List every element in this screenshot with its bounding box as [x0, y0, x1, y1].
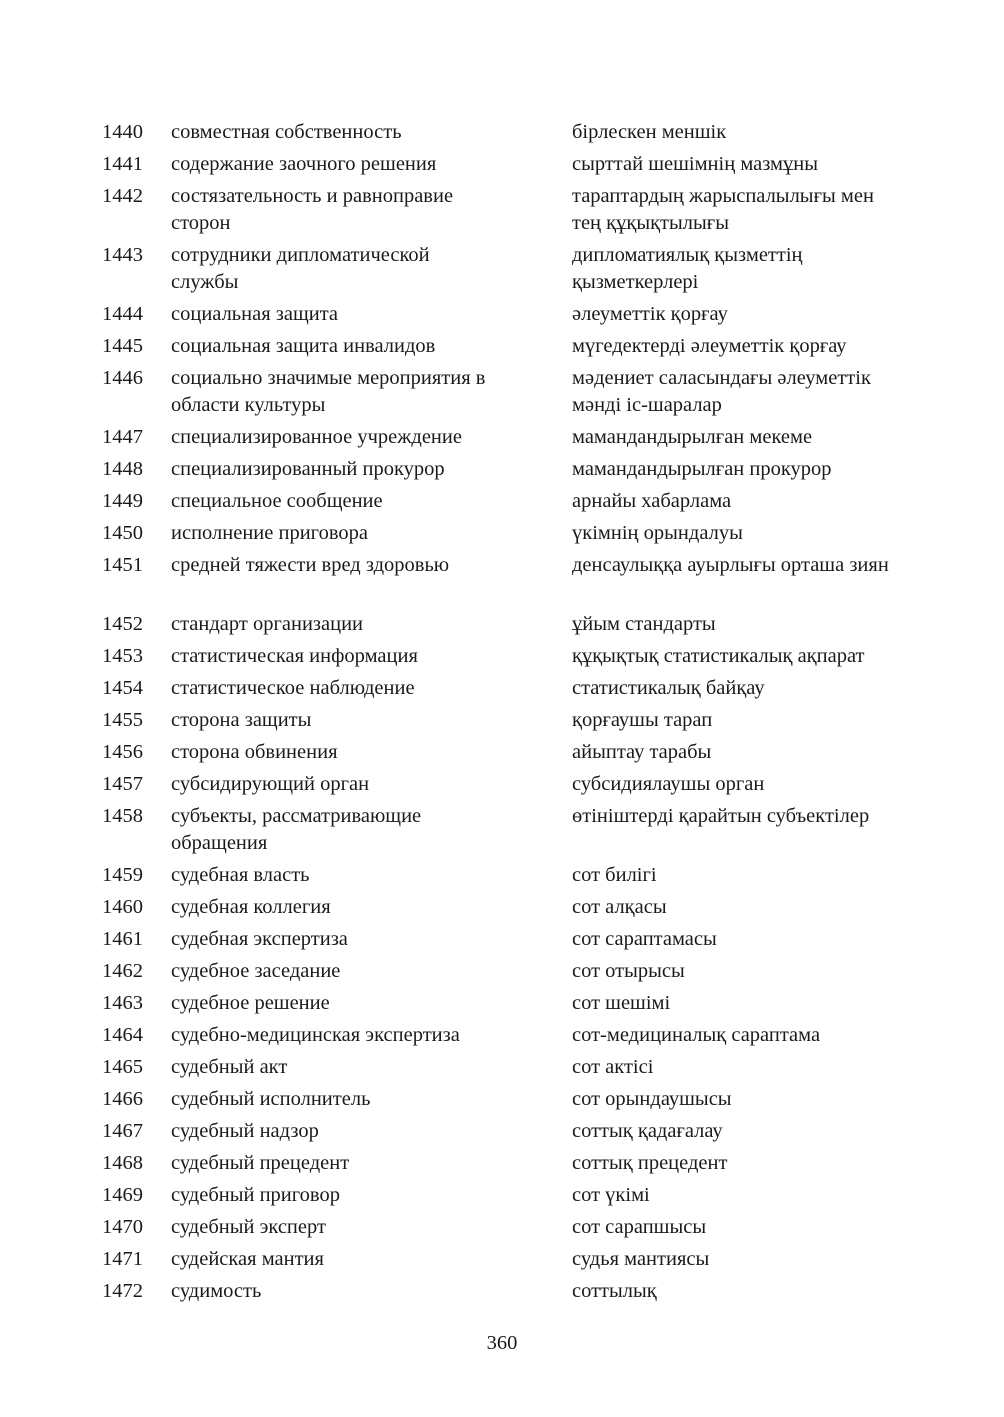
kazakh-term: сот-медициналық сараптама: [572, 1024, 821, 1046]
entry-number: 1460: [102, 896, 143, 918]
kazakh-term: сот үкімі: [572, 1184, 650, 1206]
kazakh-term: сот шешімі: [572, 992, 671, 1014]
entry-number: 1447: [102, 426, 143, 448]
glossary-row: [0, 1276, 1004, 1308]
kazakh-term: сот орындаушысы: [572, 1088, 732, 1110]
entry-number: 1455: [102, 709, 143, 731]
kazakh-term: құқықтық статистикалық ақпарат: [572, 645, 865, 667]
entry-number: 1454: [102, 677, 143, 699]
glossary-table: [0, 117, 1004, 1308]
glossary-row: [0, 299, 1004, 331]
entry-number: 1452: [102, 613, 143, 635]
entry-number: 1461: [102, 928, 143, 950]
glossary-row: [0, 149, 1004, 181]
entry-number: 1471: [102, 1248, 143, 1270]
kazakh-term: мәдениет саласындағы әлеуметтік мәнді іс-шаралар: [572, 367, 871, 416]
entry-number: 1441: [102, 153, 143, 175]
page-number: 360: [486, 1332, 518, 1354]
russian-term: социально значимые мероприятия в области культуры: [171, 367, 486, 416]
kazakh-term: әлеуметтік қорғау: [572, 303, 728, 325]
glossary-row: [0, 1020, 1004, 1052]
glossary-row: [0, 1052, 1004, 1084]
glossary-row: [0, 486, 1004, 518]
entry-number: 1449: [102, 490, 143, 512]
russian-term: судебный акт: [171, 1056, 288, 1078]
russian-term: исполнение приговора: [171, 522, 368, 544]
russian-term: судебное решение: [171, 992, 330, 1014]
glossary-row: [0, 1180, 1004, 1212]
kazakh-term: соттық прецедент: [572, 1152, 728, 1174]
entry-number: 1456: [102, 741, 143, 763]
russian-term: стандарт организации: [171, 613, 364, 635]
entry-number: 1469: [102, 1184, 143, 1206]
russian-term: судебная власть: [171, 864, 310, 886]
kazakh-term: сот билігі: [572, 864, 657, 886]
kazakh-term: мүгедектерді әлеуметтік қорғау: [572, 335, 847, 357]
russian-term: специализированный прокурор: [171, 458, 445, 480]
glossary-row: [0, 363, 1004, 422]
glossary-row: [0, 1148, 1004, 1180]
glossary-row: [0, 892, 1004, 924]
entry-number: 1468: [102, 1152, 143, 1174]
glossary-row: [0, 550, 1004, 609]
kazakh-term: мамандандырылған мекеме: [572, 426, 813, 448]
entry-number: 1466: [102, 1088, 143, 1110]
entry-number: 1472: [102, 1280, 143, 1302]
kazakh-term: сот сарапшысы: [572, 1216, 707, 1238]
kazakh-term: айыптау тарабы: [572, 741, 712, 763]
glossary-row: [0, 1116, 1004, 1148]
entry-number: 1459: [102, 864, 143, 886]
kazakh-term: соттылық: [572, 1280, 657, 1302]
kazakh-term: субсидиялаушы орган: [572, 773, 765, 795]
glossary-row: [0, 956, 1004, 988]
russian-term: субъекты, рассматривающие обращения: [171, 805, 422, 854]
kazakh-term: статистикалық байқау: [572, 677, 765, 699]
kazakh-term: сот актісі: [572, 1056, 654, 1078]
russian-term: судебное заседание: [171, 960, 341, 982]
kazakh-term: ұйым стандарты: [572, 613, 716, 635]
glossary-row: [0, 924, 1004, 956]
glossary-row: [0, 1084, 1004, 1116]
entry-number: 1464: [102, 1024, 143, 1046]
glossary-row: [0, 518, 1004, 550]
entry-number: 1446: [102, 367, 143, 389]
glossary-row: [0, 860, 1004, 892]
kazakh-term: денсаулыққа ауырлығы орташа зиян: [572, 554, 889, 576]
russian-term: судебный эксперт: [171, 1216, 326, 1238]
kazakh-term: бірлескен меншік: [572, 121, 727, 143]
glossary-row: [0, 641, 1004, 673]
russian-term: судебный надзор: [171, 1120, 319, 1142]
glossary-row: [0, 331, 1004, 363]
kazakh-term: соттық қадағалау: [572, 1120, 723, 1142]
russian-term: судимость: [171, 1280, 262, 1302]
kazakh-term: сот сараптамасы: [572, 928, 717, 950]
russian-term: социальная защита инвалидов: [171, 335, 436, 357]
entry-number: 1440: [102, 121, 143, 143]
russian-term: судебная экспертиза: [171, 928, 348, 950]
kazakh-term: дипломатиялық қызметтің қызметкерлері: [572, 244, 803, 293]
russian-term: субсидирующий орган: [171, 773, 370, 795]
glossary-row: [0, 769, 1004, 801]
glossary-row: [0, 454, 1004, 486]
kazakh-term: арнайы хабарлама: [572, 490, 732, 512]
russian-term: статистическое наблюдение: [171, 677, 415, 699]
glossary-row: [0, 737, 1004, 769]
kazakh-term: сот алқасы: [572, 896, 667, 918]
entry-number: 1445: [102, 335, 143, 357]
kazakh-term: қорғаушы тарап: [572, 709, 713, 731]
russian-term: содержание заочного решения: [171, 153, 437, 175]
russian-term: судебная коллегия: [171, 896, 331, 918]
entry-number: 1457: [102, 773, 143, 795]
glossary-row: [0, 240, 1004, 299]
entry-number: 1453: [102, 645, 143, 667]
entry-number: 1465: [102, 1056, 143, 1078]
entry-number: 1442: [102, 185, 143, 207]
russian-term: состязательность и равноправие сторон: [171, 185, 454, 234]
entry-number: 1448: [102, 458, 143, 480]
russian-term: специальное сообщение: [171, 490, 383, 512]
kazakh-term: сот отырысы: [572, 960, 685, 982]
glossary-row: [0, 1212, 1004, 1244]
kazakh-term: судья мантиясы: [572, 1248, 710, 1270]
glossary-row: [0, 422, 1004, 454]
russian-term: сотрудники дипломатической службы: [171, 244, 430, 293]
entry-number: 1462: [102, 960, 143, 982]
glossary-row: [0, 1244, 1004, 1276]
kazakh-term: тараптардың жарыспалылығы мен тең құқықтылығы: [572, 185, 874, 234]
glossary-row: [0, 705, 1004, 737]
entry-number: 1451: [102, 554, 143, 576]
glossary-row: [0, 181, 1004, 240]
entry-number: 1444: [102, 303, 143, 325]
entry-number: 1458: [102, 805, 143, 827]
russian-term: социальная защита: [171, 303, 339, 325]
russian-term: статистическая информация: [171, 645, 418, 667]
glossary-row: [0, 609, 1004, 641]
kazakh-term: өтініштерді қарайтын субъектілер: [572, 805, 870, 827]
entry-number: 1450: [102, 522, 143, 544]
entry-number: 1443: [102, 244, 143, 266]
russian-term: судебно-медицинская экспертиза: [171, 1024, 460, 1046]
kazakh-term: мамандандырылған прокурор: [572, 458, 832, 480]
russian-term: сторона защиты: [171, 709, 312, 731]
glossary-row: [0, 801, 1004, 860]
kazakh-term: сырттай шешімнің мазмұны: [572, 153, 819, 175]
entry-number: 1470: [102, 1216, 143, 1238]
russian-term: совместная собственность: [171, 121, 402, 143]
glossary-row: [0, 673, 1004, 705]
entry-number: 1467: [102, 1120, 143, 1142]
russian-term: специализированное учреждение: [171, 426, 462, 448]
russian-term: судейская мантия: [171, 1248, 324, 1270]
russian-term: сторона обвинения: [171, 741, 338, 763]
russian-term: судебный исполнитель: [171, 1088, 371, 1110]
kazakh-term: үкімнің орындалуы: [572, 522, 743, 544]
russian-term: судебный прецедент: [171, 1152, 350, 1174]
glossary-row: [0, 117, 1004, 149]
glossary-row: [0, 988, 1004, 1020]
russian-term: средней тяжести вред здоровью: [171, 554, 450, 576]
russian-term: судебный приговор: [171, 1184, 340, 1206]
entry-number: 1463: [102, 992, 143, 1014]
